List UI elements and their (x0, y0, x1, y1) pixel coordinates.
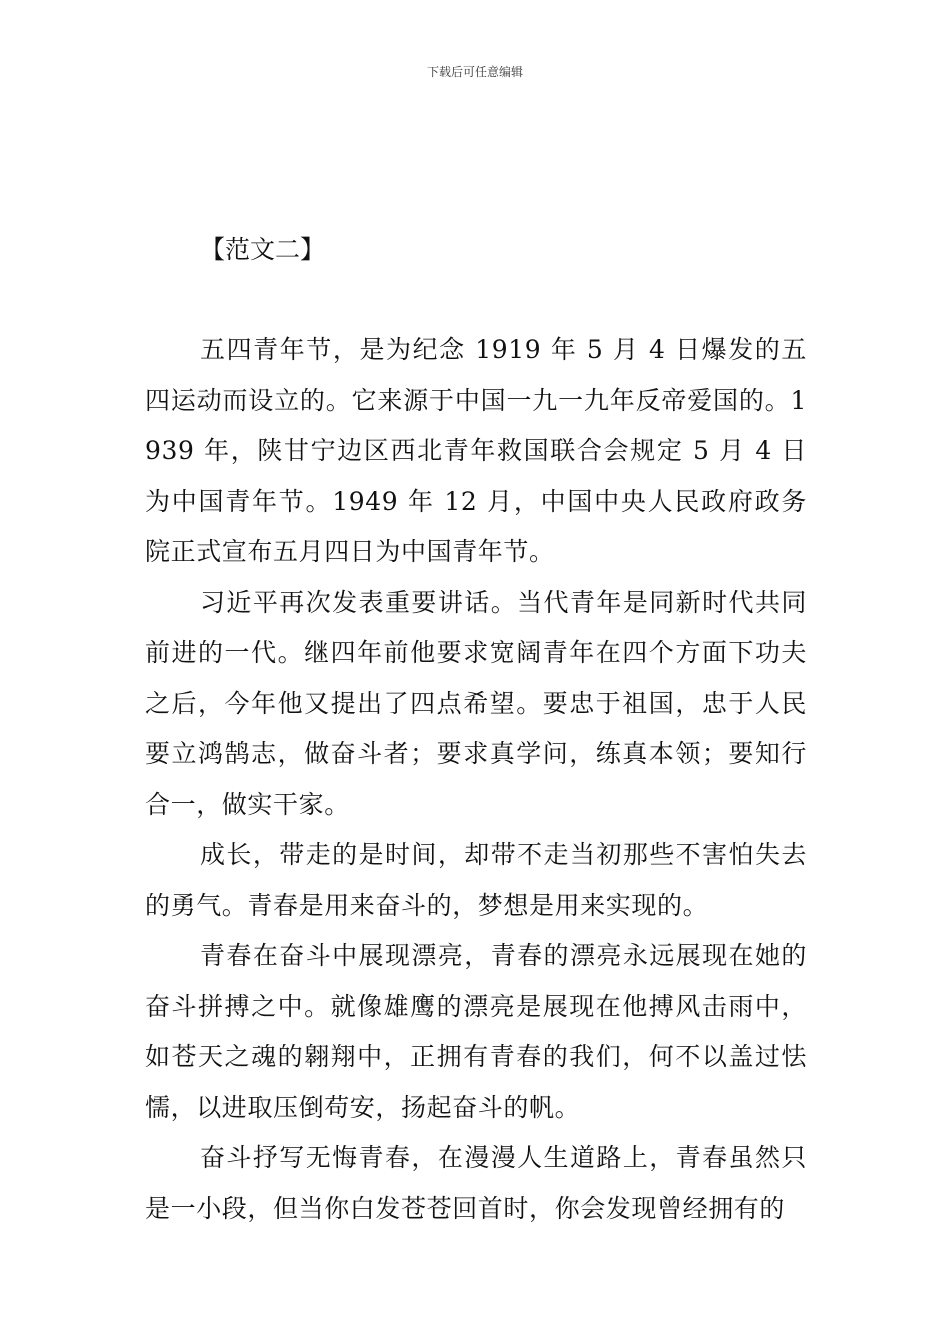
paragraph: 习近平再次发表重要讲话。当代青年是同新时代共同前进的一代。继四年前他要求宽阔青年在四个方面下功夫之后，今年他又提出了四点希望。要忠于祖国，忠于人民要立鸿鹄志，做奋斗者；要求真学问，练真本领；要知行合一，做实干家。 (145, 587, 807, 819)
paragraph: 成长，带走的是时间，却带不走当初那些不害怕失去的勇气。青春是用来奋斗的，梦想是用来实现的。 (145, 840, 807, 920)
paragraph: 青春在奋斗中展现漂亮，青春的漂亮永远展现在她的奋斗拼搏之中。就像雄鹰的漂亮是展现在他搏风击雨中，如苍天之魂的翱翔中，正拥有青春的我们，何不以盖过怯懦，以进取压倒苟安，扬起奋斗的帆。 (145, 941, 807, 1122)
paragraph: 五四青年节，是为纪念 1919 年 5 月 4 日爆发的五四运动而设立的。它来源于中国一九一九年反帝爱国的。1939 年，陕甘宁边区西北青年救国联合会规定 5 月 4 日为中国青年节。1949 年 12 月，中国中央人民政府政务院正式宣布五月四日为中国青年节。 (145, 335, 807, 566)
header-note: 下载后可任意编辑 (426, 65, 523, 79)
section-title: 【范文二】 (200, 235, 326, 264)
body-text (145, 325, 807, 1234)
paragraph: 奋斗抒写无悔青春，在漫漫人生道路上，青春虽然只是一小段，但当你白发苍苍回首时，你会发现曾经拥有的 (145, 1143, 807, 1223)
